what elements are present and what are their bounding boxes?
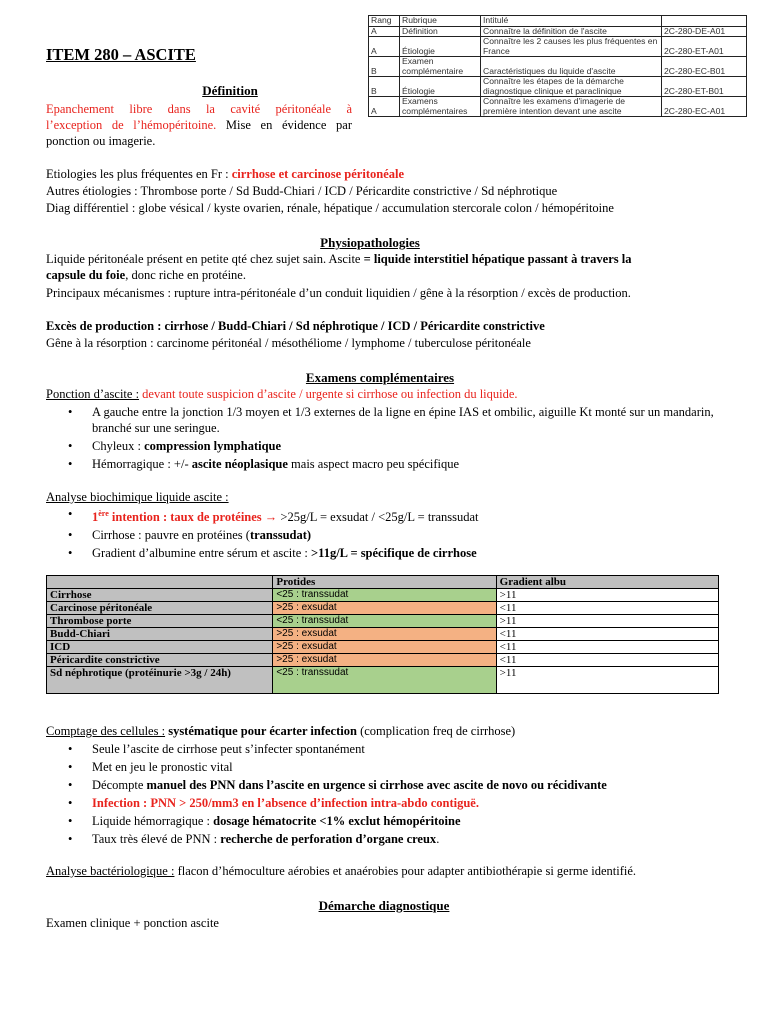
bacterio-text: flacon d’hémoculture aérobies et anaérobies pour adapter antibiothérapie si germe identifié. (174, 864, 637, 878)
disease-cell: ICD (47, 641, 273, 654)
rubric-code: 2C-280-ET-B01 (662, 77, 747, 97)
etiologies-line (46, 166, 404, 182)
rubric-row (369, 77, 747, 97)
gradient-cell: >11 (496, 667, 718, 694)
list-item (68, 813, 728, 829)
disease-cell: Sd néphrotique (protéinurie >3g / 24h) (47, 667, 273, 694)
rubric-table (368, 15, 747, 117)
list-item-text: mais aspect macro peu spécifique (287, 457, 460, 471)
rubric-row (369, 37, 747, 57)
rubric-intitule: Connaître les 2 causes les plus fréquentes en France (481, 37, 662, 57)
exams-heading: Examens complémentaires (305, 370, 455, 385)
cells-text: (complication freq de cirrhose) (356, 724, 516, 738)
rubric-code: 2C-280-EC-A01 (662, 97, 747, 117)
rubric-row (369, 26, 747, 37)
bullet-icon: • (68, 457, 73, 471)
list-item-sup: ère (98, 509, 109, 518)
protide-cell: >25 : exsudat (273, 654, 496, 667)
physio-bold: capsule du foie (46, 268, 126, 282)
list-item (68, 831, 728, 847)
rubric-code: 2C-280-EC-B01 (662, 57, 747, 77)
table-row (47, 589, 719, 602)
table-row (47, 667, 719, 694)
etiologies-prefix: Etiologies les plus fréquentes en Fr : (46, 167, 232, 181)
gradient-cell: >11 (496, 589, 718, 602)
bullet-icon: • (68, 546, 73, 561)
protein-header-cell (47, 576, 273, 589)
protide-cell: >25 : exsudat (273, 628, 496, 641)
list-item-text: . (436, 832, 440, 846)
definition-heading: Définition (202, 83, 258, 98)
ponction-list (68, 404, 728, 474)
rubric-intitule: Connaître les étapes de la démarche diagnostique clinique et paraclinique (481, 77, 662, 97)
demarche-heading: Démarche diagnostique (318, 898, 450, 913)
rubric-rubrique: Examen complémentaire (400, 57, 481, 77)
protide-cell: >25 : exsudat (273, 602, 496, 615)
list-item-text: Taux très élevé de PNN : (92, 832, 221, 846)
list-item (68, 506, 728, 525)
gradient-cell: <11 (496, 602, 718, 615)
definition-red-text: l’exception de l’hémopéritoine. (46, 118, 217, 132)
arrow-right-icon: → (264, 510, 278, 525)
list-item-text: Seule l’ascite de cirrhose peut s’infecter spontanément (92, 742, 365, 756)
list-item-text: Cirrhose : pauvre en protéines ( (92, 528, 250, 543)
physio-text: , donc riche en protéine. (125, 268, 246, 282)
physio-line-2 (46, 267, 246, 283)
rubric-rubrique: Définition (400, 26, 481, 37)
rubric-code: 2C-280-ET-A01 (662, 37, 747, 57)
physio-heading: Physiopathologies (320, 235, 420, 250)
list-item (68, 438, 728, 454)
cells-label: Comptage des cellules : (46, 724, 166, 738)
other-etiologies: Autres étiologies : Thrombose porte / Sd Budd-Chiari / ICD / Péricardite constrictive / Sd néphrotique (46, 184, 558, 198)
list-item-red: 1 (92, 510, 99, 525)
list-item-text: Liquide hémorragique : (92, 814, 214, 828)
table-row (47, 615, 719, 628)
definition-text: Mise en évidence par (216, 118, 352, 132)
disease-cell: Carcinose péritonéale (47, 602, 273, 615)
bullet-icon: • (68, 796, 73, 810)
protein-header-cell: Protides (273, 576, 496, 589)
list-item-bold: recherche de perforation d’organe creux (220, 832, 437, 846)
rubric-row (369, 57, 747, 77)
protide-cell: <25 : transsudat (273, 589, 496, 602)
table-row (47, 628, 719, 641)
rubric-intitule: Connaître les examens d'imagerie de première intention devant une ascite (481, 97, 662, 117)
list-item-bold: compression lymphatique (144, 439, 282, 453)
disease-cell: Péricardite constrictive (47, 654, 273, 667)
biochem-label: Analyse biochimique liquide ascite : (46, 490, 229, 504)
list-item (68, 777, 728, 793)
table-row (47, 602, 719, 615)
rubric-header-cell: Rang (369, 16, 400, 27)
list-item-text: Décompte (92, 778, 147, 792)
list-item (68, 795, 728, 811)
rubric-header-cell: Intitulé (481, 16, 662, 27)
list-item-text: A gauche entre la jonction 1/3 moyen et 1/3 externes de la ligne en épine IAS et ombilic, aiguille Kt monté sur un mandarin, branché sur une seringue. (92, 405, 714, 435)
bullet-icon: • (68, 778, 73, 792)
list-item-text: Met en jeu le pronostic vital (92, 760, 233, 774)
list-item-bold: ascite néoplasique (191, 457, 288, 471)
rubric-rang: B (369, 57, 400, 77)
physio-text: Liquide péritonéale présent en petite qté chez sujet sain. Ascite (46, 252, 364, 266)
list-item-text: Gradient d’albumine entre sérum et ascite : (92, 546, 312, 561)
list-item (68, 545, 728, 561)
list-item-red: Infection : PNN > 250/mm3 en l’absence d’infection intra-abdo contiguë. (92, 796, 479, 810)
protein-header-cell: Gradient albu (496, 576, 718, 589)
bullet-icon: • (68, 528, 73, 543)
etiologies-main: cirrhose et carcinose péritonéale (231, 167, 405, 181)
rubric-header-row (369, 16, 747, 27)
definition-line-1: Epanchement libre dans la cavité péritonéale à (46, 102, 352, 116)
page-title: ITEM 280 – ASCITE (46, 45, 196, 64)
definition-line-2 (46, 117, 352, 133)
bullet-icon: • (68, 507, 73, 521)
list-item (68, 741, 728, 757)
resorption: Gêne à la résorption : carcinome péritonéal / mésothéliome / lymphome / tuberculose péritonéale (46, 336, 531, 350)
table-row (47, 641, 719, 654)
protide-cell: >25 : exsudat (273, 641, 496, 654)
bacterio-line (46, 863, 636, 879)
protide-cell: <25 : transsudat (273, 615, 496, 628)
list-item-text: Chyleux : (92, 439, 145, 453)
disease-cell: Thrombose porte (47, 615, 273, 628)
cells-list (68, 741, 728, 849)
rubric-rang: A (369, 37, 400, 57)
ponction-label: Ponction d’ascite : (46, 387, 140, 401)
list-item-text: >25g/L = exsudat / <25g/L = transsudat (277, 510, 479, 525)
table-row (47, 654, 719, 667)
rubric-rubrique: Étiologie (400, 77, 481, 97)
list-item-bold: transsudat) (249, 528, 312, 543)
rubric-header-cell (662, 16, 747, 27)
disease-cell: Budd-Chiari (47, 628, 273, 641)
rubric-code: 2C-280-DE-A01 (662, 26, 747, 37)
bullet-icon: • (68, 760, 73, 774)
gradient-cell: <11 (496, 628, 718, 641)
rubric-rang: A (369, 26, 400, 37)
rubric-intitule: Connaître la définition de l'ascite (481, 26, 662, 37)
rubric-header-cell: Rubrique (400, 16, 481, 27)
physio-mechanisms: Principaux mécanismes : rupture intra-péritonéale d’un conduit liquidien / gêne à la résorption / excès de production. (46, 286, 631, 300)
gradient-cell: <11 (496, 641, 718, 654)
gradient-cell: >11 (496, 615, 718, 628)
protide-cell: <25 : transsudat (273, 667, 496, 694)
bullet-icon: • (68, 742, 73, 756)
list-item-text: Hémorragique : +/- (92, 457, 192, 471)
ponction-text: devant toute suspicion d’ascite / urgente si cirrhose ou infection du liquide. (139, 387, 518, 401)
bacterio-label: Analyse bactériologique : (46, 864, 175, 878)
rubric-rubrique: Étiologie (400, 37, 481, 57)
list-item-bold: >11g/L = spécifique de cirrhose (311, 546, 477, 561)
list-item (68, 404, 728, 436)
cells-line (46, 723, 515, 739)
protein-table-header (47, 576, 719, 589)
demarche-text: Examen clinique + ponction ascite (46, 916, 219, 930)
list-item-bold: dosage hématocrite <1% exclut hémopéritoine (213, 814, 461, 828)
rubric-row (369, 97, 747, 117)
list-item (68, 759, 728, 775)
bullet-icon: • (68, 814, 73, 828)
bullet-icon: • (68, 832, 73, 846)
rubric-intitule: Caractéristiques du liquide d'ascite (481, 57, 662, 77)
gradient-cell: <11 (496, 654, 718, 667)
cells-bold: systématique pour écarter infection (165, 724, 357, 738)
list-item-red: intention : taux de protéines (108, 510, 265, 525)
physio-line-1 (46, 251, 726, 267)
physio-bold: = liquide interstitiel hépatique passant à travers la (363, 252, 632, 266)
rubric-rang: A (369, 97, 400, 117)
bullet-icon: • (68, 405, 73, 419)
rubric-rang: B (369, 77, 400, 97)
definition-line-3: ponction ou imagerie. (46, 134, 156, 148)
bullet-icon: • (68, 439, 73, 453)
differential-diagnosis: Diag différentiel : globe vésical / kyste ovarien, rénale, hépatique / accumulation stercorale colon / hémopéritoine (46, 201, 614, 215)
biochem-list (68, 506, 728, 563)
list-item (68, 527, 728, 543)
disease-cell: Cirrhose (47, 589, 273, 602)
list-item-bold: manuel des PNN dans l’ascite en urgence si cirrhose avec ascite de novo ou récidivante (146, 778, 607, 792)
excess-production: Excès de production : cirrhose / Budd-Chiari / Sd néphrotique / ICD / Péricardite constrictive (46, 319, 545, 333)
ponction-line (46, 386, 518, 402)
rubric-rubrique: Examens complémentaires (400, 97, 481, 117)
list-item (68, 456, 728, 472)
protein-table (46, 575, 719, 694)
